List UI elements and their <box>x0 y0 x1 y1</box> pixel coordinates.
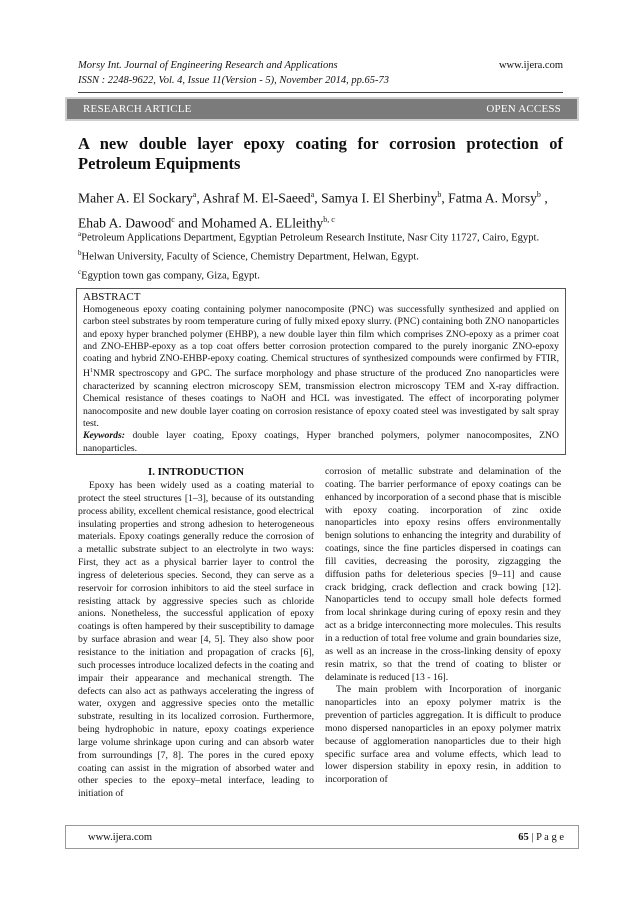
article-type-banner <box>65 97 579 121</box>
abstract-heading: ABSTRACT <box>83 291 141 303</box>
banner-research-article: RESEARCH ARTICLE <box>83 103 192 115</box>
paragraph: Epoxy has been widely used as a coating material to protect the steel structures [1–3], because of its outstanding process ability, excellent chemical resistance, good electrical insulating properties and strong adhesion to heterogeneous materials. Epoxy coatings generally reduce the corrosion of a metallic substrate subject to an electrolyte in two ways: First, they act as a physical barrier layer to control the ingress of deleterious species. Second, they can serve as a reservoir for corrosion inhibitors to aid the steel surface in resisting attack by aggressive species such as chloride anions. Nonetheless, the successful application of epoxy coatings is often hampered by their susceptibility to damage by surface abrasion and wear [4, 5]. They also show poor resistance to the initiation and propagation of cracks [6], such processes introduce localized defects in the coating and impair their appearance and mechanical strength. The defects can also act as pathways accelerating the ingress of water, oxygen and aggressive species onto the metallic substrate, resulting in its localized corrosion. Furthermore, being hydrophobic in nature, epoxy coatings experience large volume shrinkage upon curing and can absorb water from surroundings [7, 8]. The pores in the cured epoxy coating can assist in the migration of absorbed water and other species to the epoxy–metal interface, leading to initiation of <box>78 480 314 800</box>
section-heading-introduction: I. INTRODUCTION <box>148 466 244 478</box>
keywords: Keywords: double layer coating, Epoxy coatings, Hyper branched polymers, polymer nanocomposites, ZNO nanoparticles. <box>83 430 559 454</box>
affiliation-b: $^b$Helwan University, Faculty of Science, Chemistry Department, Helwan, Egypt. <box>78 249 419 263</box>
affiliation-c: $^c$Egyption town gas company, Giza, Egypt. <box>78 268 260 282</box>
issn-line: ISSN : 2248-9622, Vol. 4, Issue 11(Version - 5), November 2014, pp.65-73 <box>78 75 389 86</box>
journal-name: Morsy Int. Journal of Engineering Research and Applications <box>78 60 338 71</box>
footer-website[interactable]: www.ijera.com <box>88 831 153 843</box>
running-header <box>78 58 563 88</box>
paper-title: A new double layer epoxy coating for corrosion protection of Petroleum Equipments <box>78 134 563 173</box>
keywords-label: Keywords: <box>83 430 125 442</box>
body-column-left <box>78 466 314 801</box>
abstract-box <box>76 288 566 455</box>
page-footer <box>65 825 579 849</box>
header-website[interactable]: www.ijera.com <box>498 60 563 71</box>
body-column-right <box>325 466 561 787</box>
abstract-text: Homogeneous epoxy coating containing polymer nanocomposite (PNC) was successfully synthesized and applied on carbon steel substrates by room temperature curing of fully mixed epoxy slurry. (PNC) containing both ZNO nanoparticles and epoxy hyper branched polymer (EHBP), a new double layer thin film which comprises ZNO-epoxy as a primer coat and ZNO-EHBP-epoxy as a top coat offers better corrosion protection compared to the purely inorganic ZNO-epoxy coating and hybrid ZNO-EHBP-epoxy coating. Chemical structures of synthesized compounds were confirmed by FTIR, $H^1NMR$ spectroscopy and GPC. The surface morphology and phase structure of the produced Zno nanoparticles were characterized by scanning electron microscopy SEM, transmission electron microscopy TEM and X-ray diffraction. Chemical resistance of theses coatings to NaOH and HCL was investigated. The effect of incorporating polymer nanocomposite and new double layer coating on corrosion resistance of epoxy coated steel was investigated by salt spray test. <box>83 304 559 429</box>
author-list: Maher A. El Sockary$^a$, Ashraf M. El-Saeed$^a$, Samya I. El Sherbiny$^b$, Fatma A. Morsy$^b$ , Ehab A. Dawood$^c$ and Mohamed A. ELleithy$^{b, c}$ <box>78 190 548 231</box>
affiliation-a: $^a$Petroleum Applications Department, Egyptian Petroleum Research Institute, Nasr City 11727, Cairo, Egypt. <box>78 230 540 244</box>
affiliations <box>78 227 563 284</box>
banner-open-access: OPEN ACCESS <box>486 103 561 115</box>
paragraph: The main problem with Incorporation of inorganic nanoparticles into an epoxy polymer matrix is the prevention of particles aggregation. It is difficult to produce mono dispersed nanoparticles in an epoxy polymer matrix because of agglomeration nanoparticles due to their high specific surface area and volume effects, which lead to lower dispersion stability in epoxy resin, in addition to incorporation of <box>325 684 561 786</box>
paragraph: corrosion of metallic substrate and delamination of the coating. The barrier performance of epoxy coatings can be enhanced by incorporation of a second phase that is miscible with epoxy coating. incorporation of zinc oxide nanoparticles into epoxy resins offers environmentally benign solutions to enhancing the integrity and durability of coatings, since the fine particles dispersed in coatings can fill cavities, decreasing the porosity, zigzagging the diffusion paths for deleterious species [9–11] and cause crack bridging, crack deflection and crack bowing [12]. Nanoparticles tend to occupy small hole defects formed from local shrinkage during curing of epoxy resin and they act as a bridge interconnecting more molecules. This results in a reduction of total free volume and grain boundaries size, as well as an increase in the cross-linking density of epoxy resin matrix, so that the trend of coating to blister or delaminate is reduced [13 - 16]. <box>325 466 561 683</box>
page-number: 65 | P a g e <box>518 831 564 843</box>
header-divider <box>78 92 563 93</box>
